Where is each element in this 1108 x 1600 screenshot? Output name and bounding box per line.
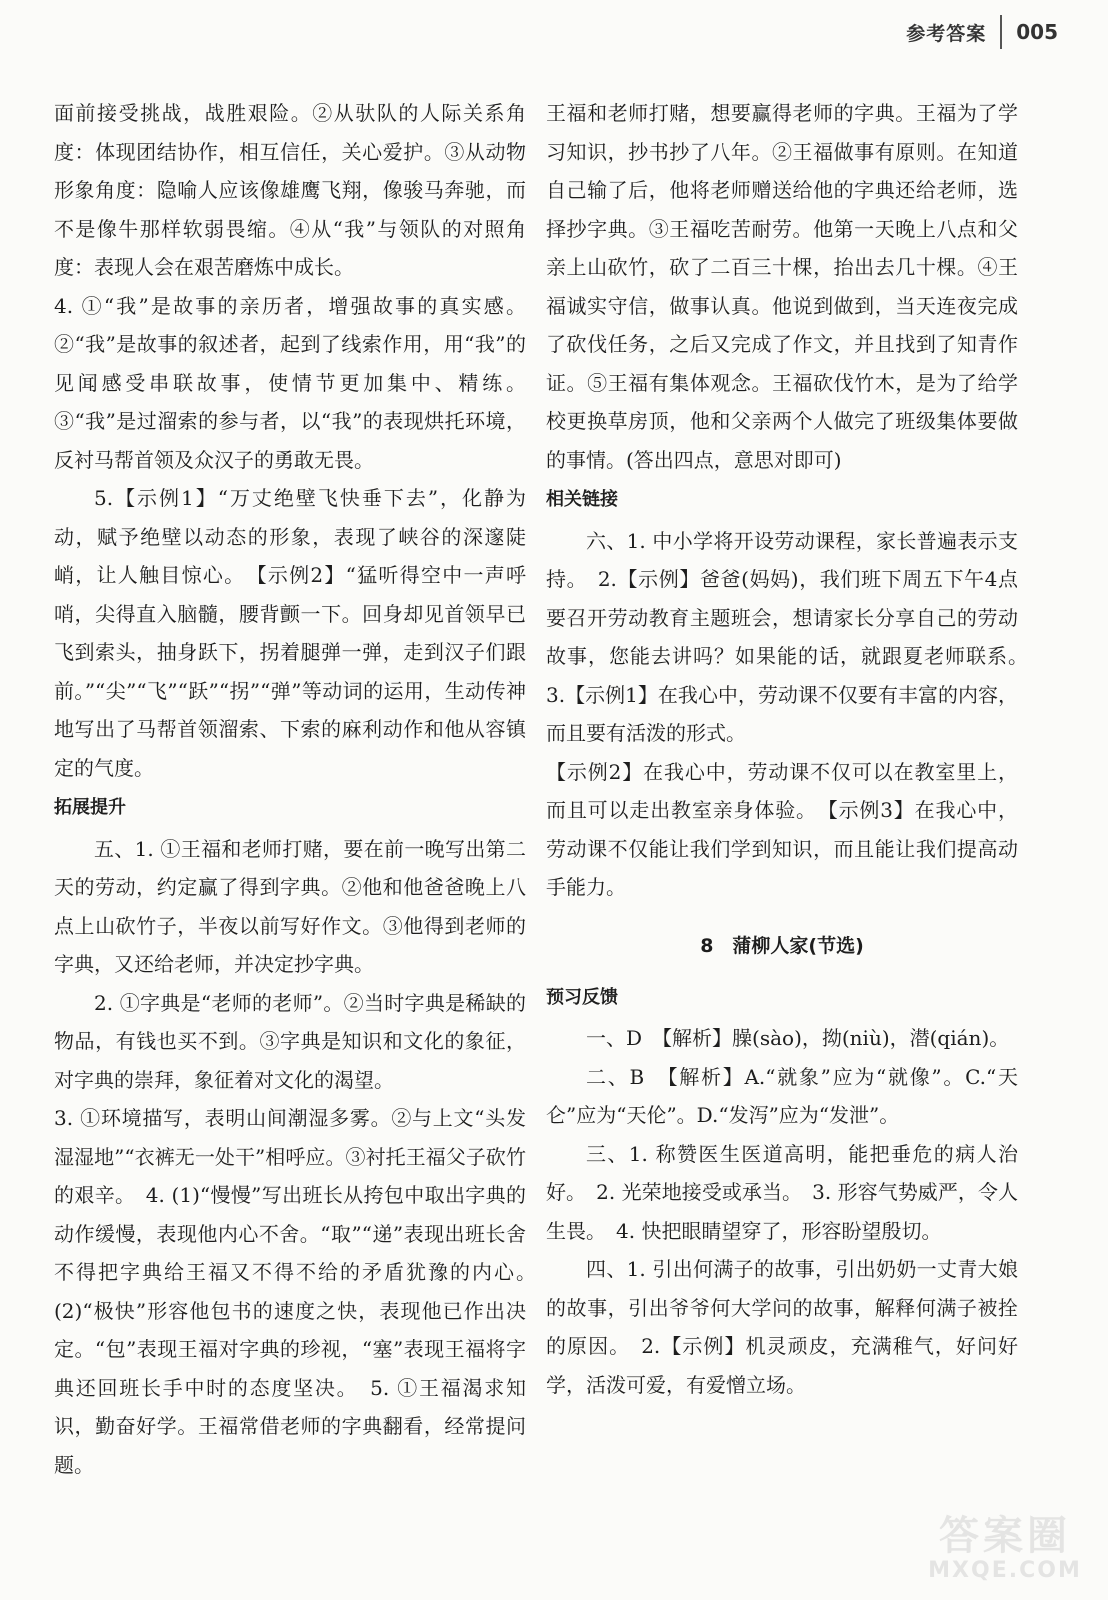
answer-paragraph: 六、1. 中小学将开设劳动课程，家长普遍表示支持。 2.【示例】爸爸(妈妈)，我们班下周五下午4点要召开劳动教育主题班会，想请家长分享自己的劳动故事，您能去讲吗？如果能的话，就跟夏老师联系。 3.【示例1】在我心中，劳动课不仅要有丰富的内容，而且要有活泼的形式。 <box>546 528 1038 745</box>
answer-paragraph: 【示例2】在我心中，劳动课不仅可以在教室里上，而且可以走出教室亲身体验。 【示例3】在我心中，劳动课不仅能让我们学到知识，而且能让我们提高动手能力。 <box>546 759 1018 899</box>
answer-paragraph: 4. ①“我”是故事的亲历者，增强故事的真实感。②“我”是故事的叙述者，起到了线索作用，用“我”的见闻感受串联故事，使情节更加集中、精练。③“我”是过溜索的参与者，以“我”的表现烘托环境，反衬马帮首领及众汉子的勇敢无畏。 <box>54 293 526 472</box>
answer-paragraph: 2. ①字典是“老师的老师”。②当时字典是稀缺的物品，有钱也买不到。③字典是知识和文化的象征，对字典的崇拜，象征着对文化的渴望。 <box>54 990 526 1092</box>
answer-paragraph: 五、1. ①王福和老师打赌，要在前一晚写出第二天的劳动，约定赢了得到字典。②他和他爸爸晚上八点上山砍竹子，半夜以前写好作文。③他得到老师的字典，又还给老师，并决定抄字典。 <box>54 836 526 976</box>
left-column <box>54 94 546 1484</box>
header-divider <box>1000 15 1002 49</box>
section-heading-preview: 预习反馈 <box>546 986 618 1008</box>
right-column <box>546 94 1038 1404</box>
answer-paragraph: 5.【示例1】“万丈绝壁飞快垂下去”，化静为动，赋予绝壁以动态的形象，表现了峡谷的深邃陡峭，让人触目惊心。 【示例2】“猛听得空中一声呼哨，尖得直入脑髓，腰背颤一下。回身却见首领早已飞到索头，抽身跃下，拐着腿弹一弹，走到汉子们跟前。”“尖”“飞”“跃”“拐”“弹”等动词的运用，生动传神地写出了马帮首领溜索、下索的麻利动作和他从容镇定的气度。 <box>54 486 526 780</box>
page-number: 005 <box>1016 20 1058 44</box>
answer-paragraph: 3. ①环境描写，表明山间潮湿多雾。②与上文“头发湿湿地”“衣裤无一处干”相呼应。③衬托王福父子砍竹的艰辛。 4. (1)“慢慢”写出班长从挎包中取出字典的动作缓慢，表现他内心不舍。“取”“递”表现出班长舍不得把字典给王福又不得不给的矛盾犹豫的内心。 (2)“极快”形容他包书的速度之快，表现他已作出决定。“包”表现王福对字典的珍视，“塞”表现王福将字典还回班长手中时的态度坚决。 5. ①王福渴求知识，勤奋好学。王福常借老师的字典翻看，经常提问题。 <box>54 1106 546 1477</box>
answer-paragraph: 面前接受挑战，战胜艰险。②从驮队的人际关系角度：体现团结协作，相互信任，关心爱护。③从动物形象角度：隐喻人应该像雄鹰飞翔，像骏马奔驰，而不是像牛那样软弱畏缩。④从“我”与领队的对照角度：表现人会在艰苦磨炼中成长。 <box>54 101 526 279</box>
watermark-logo <box>920 1514 1090 1594</box>
section-heading-links: 相关链接 <box>546 489 618 510</box>
answer-paragraph: 一、D 【解析】臊(sào)，拗(niù)，潜(qián)。 <box>586 1026 1010 1050</box>
section-title: 参考答案 <box>906 22 987 45</box>
watermark-url: MXQE.COM <box>928 1558 1082 1583</box>
section-heading-extension: 拓展提升 <box>54 797 126 818</box>
lesson-title: 8 蒲柳人家(节选) <box>700 934 864 957</box>
answer-paragraph: 四、1. 引出何满子的故事，引出奶奶一丈青大娘的故事，引出爷爷何大学问的故事，解释何满子被拴的原因。 2.【示例】机灵顽皮，充满稚气，好问好学，活泼可爱，有爱憎立场。 <box>546 1257 1018 1397</box>
page-header <box>906 12 1058 52</box>
watermark-text: 答案圈 <box>939 1513 1071 1559</box>
answer-paragraph: 三、1. 称赞医生医道高明，能把垂危的病人治好。 2. 光荣地接受或承当。 3. 形容气势威严，令人生畏。 4. 快把眼睛望穿了，形容盼望殷切。 <box>546 1141 1018 1243</box>
answer-paragraph: 二、B 【解析】A.“就象”应为“就像”。C.“天仑”应为“天伦”。D.“发泻”应为“发泄”。 <box>546 1064 1018 1127</box>
answer-paragraph: 王福和老师打赌，想要赢得老师的字典。王福为了学习知识，抄书抄了八年。②王福做事有原则。在知道自己输了后，他将老师赠送给他的字典还给老师，选择抄字典。③王福吃苦耐劳。他第一天晚上八点和父亲上山砍竹，砍了二百三十棵，抬出去几十棵。④王福诚实守信，做事认真。他说到做到，当天连夜完成了砍伐任务，之后又完成了作文，并且找到了知青作证。⑤王福有集体观念。王福砍伐竹木，是为了给学校更换草房顶，他和父亲两个人做完了班级集体要做的事情。(答出四点，意思对即可) <box>546 101 1018 472</box>
